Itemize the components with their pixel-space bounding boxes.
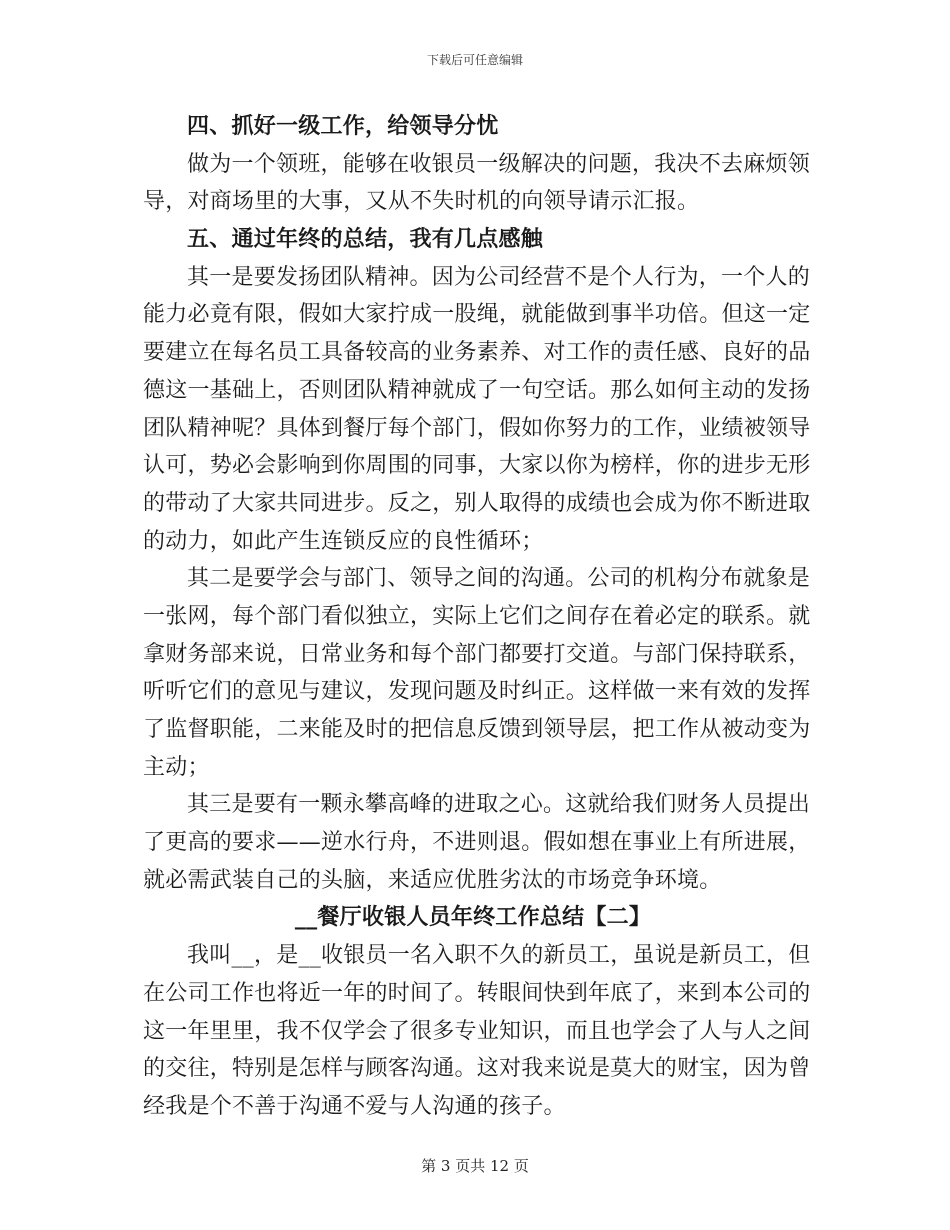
- paragraph-line: 其三是要有一颗永攀高峰的进取之心。这就给我们财务人员提出: [187, 792, 811, 818]
- paragraph-line: 的交往，特别是怎样与顾客沟通。这对我来说是莫大的财宝，因为曾: [143, 1056, 811, 1082]
- paragraph-line: 其二是要学会与部门、领导之间的沟通。公司的机构分布就象是: [187, 566, 811, 592]
- document-title: __餐厅收银人员年终工作总结【二】: [294, 904, 652, 931]
- section-heading: 五、通过年终的总结，我有几点感触: [187, 226, 544, 253]
- section-heading: 四、抓好一级工作，给领导分忧: [187, 113, 499, 139]
- paragraph-line: 团队精神呢？具体到餐厅每个部门，假如你努力的工作，业绩被领导: [143, 415, 811, 441]
- paragraph-line: 这一年里里，我不仅学会了很多专业知识，而且也学会了人与人之间: [143, 1018, 811, 1044]
- document-body: [143, 108, 811, 1126]
- paragraph-line: 了监督职能，二来能及时的把信息反馈到领导层，把工作从被动变为: [143, 717, 811, 742]
- paragraph-line: 了更高的要求——逆水行舟，不进则退。假如想在事业上有所进展，: [143, 830, 811, 856]
- paragraph-line: 做为一个领班，能够在收银员一级解决的问题，我决不去麻烦领: [187, 151, 811, 177]
- paragraph-line: 能力必竟有限，假如大家拧成一股绳，就能做到事半功倍。但这一定: [143, 302, 811, 328]
- paragraph-line: 的带动了大家共同进步。反之，别人取得的成绩也会成为你不断进取: [143, 490, 811, 516]
- paragraph-line: 导，对商场里的大事，又从不失时机的向领导请示汇报。: [143, 189, 700, 215]
- paragraph-line: 我叫__，是__收银员一名入职不久的新员工，虽说是新员工，但: [187, 943, 811, 969]
- paragraph-line: 主动；: [143, 754, 210, 780]
- paragraph-line: 拿财务部来说，日常业务和每个部门都要打交道。与部门保持联系，: [143, 641, 811, 667]
- paragraph-line: 在公司工作也将近一年的时间了。转眼间快到年底了，来到本公司的: [143, 980, 811, 1006]
- paragraph-line: 就必需武装自己的头脑，来适应优胜劣汰的市场竞争环境。: [143, 867, 722, 893]
- paragraph-line: 其一是要发扬团队精神。因为公司经营不是个人行为，一个人的: [187, 264, 811, 290]
- paragraph-line: 听听它们的意见与建议，发现问题及时纠正。这样做一来有效的发挥: [143, 679, 811, 705]
- paragraph-line: 认可，势必会影响到你周围的同事，大家以你为榜样，你的进步无形: [143, 453, 811, 479]
- paragraph-line: 的动力，如此产生连锁反应的良性循环；: [143, 528, 544, 554]
- paragraph-line: 要建立在每名员工具备较高的业务素养、对工作的责任感、良好的品: [143, 340, 811, 366]
- page-footer: 第 3 页共 12 页: [421, 1157, 529, 1175]
- paragraph-line: 一张网，每个部门看似独立，实际上它们之间存在着必定的联系。就: [143, 603, 811, 629]
- paragraph-line: 德这一基础上，否则团队精神就成了一句空话。那么如何主动的发扬: [143, 377, 811, 403]
- page-header: 下载后可任意编辑: [426, 53, 523, 67]
- paragraph-line: 经我是个不善于沟通不爱与人沟通的孩子。: [143, 1093, 566, 1119]
